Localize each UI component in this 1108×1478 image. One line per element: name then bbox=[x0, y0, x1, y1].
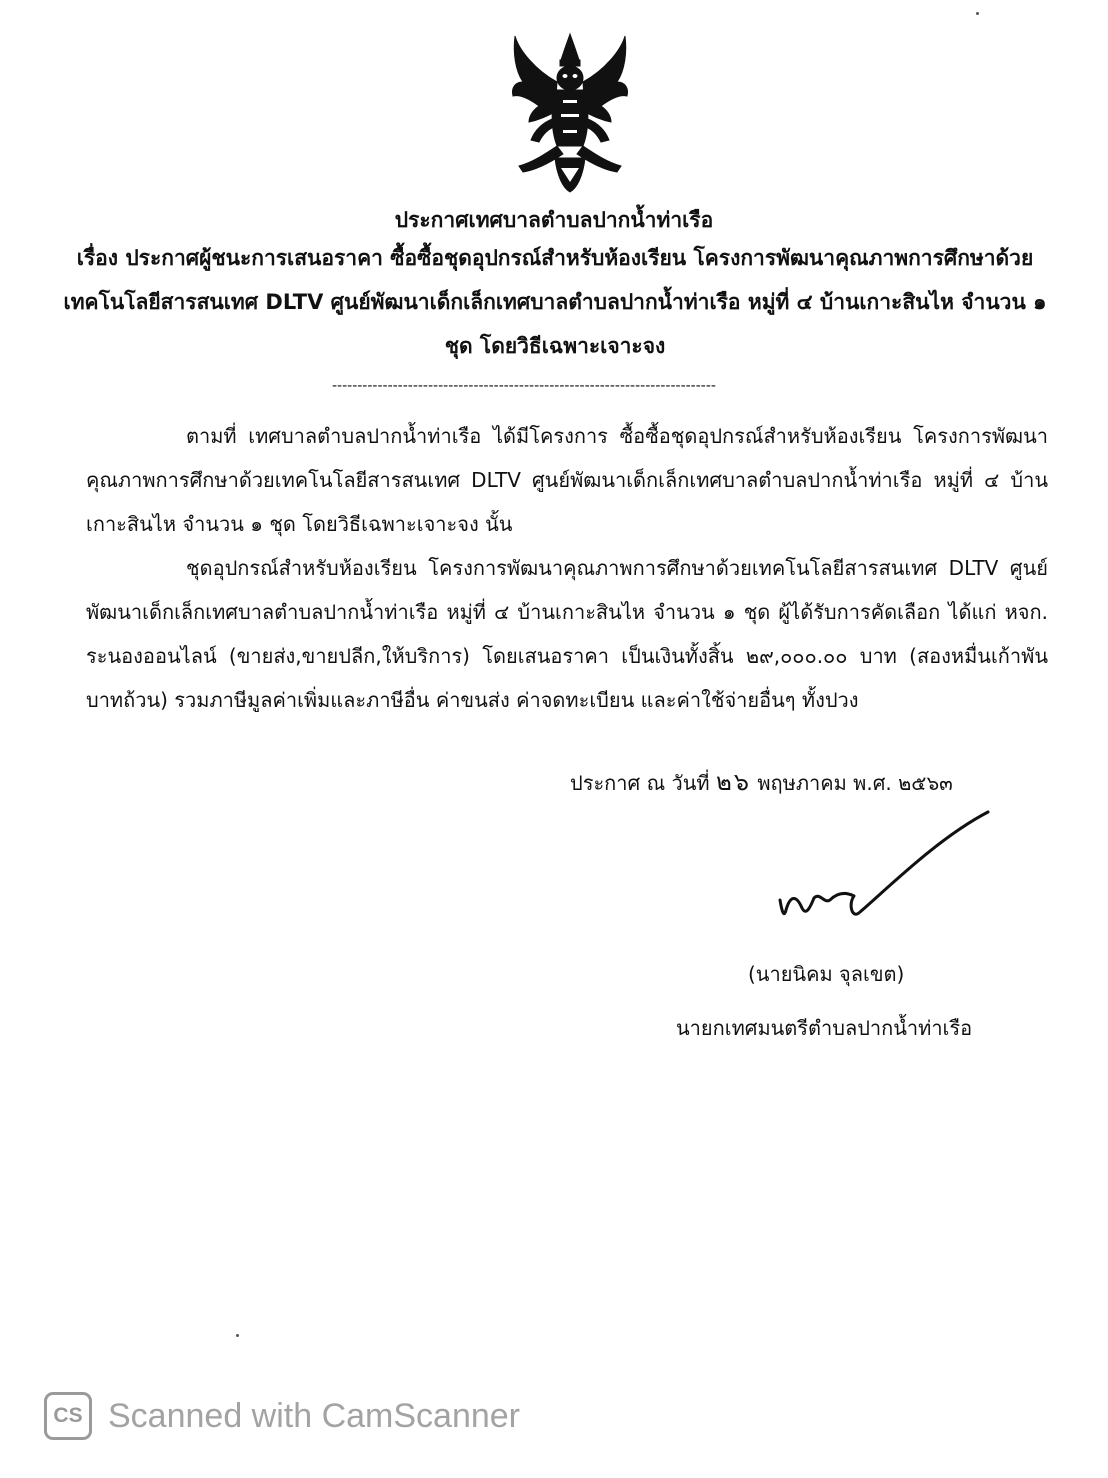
paragraph-winner bbox=[86, 546, 1048, 722]
signer-name: (นายนิคม จุลเขต) bbox=[748, 962, 905, 986]
watermark-text: Scanned with CamScanner bbox=[108, 1396, 521, 1435]
separator-line: ---------------------------------------------------------------------------- bbox=[332, 378, 716, 394]
date-month-year: พฤษภาคม พ.ศ. ๒๕๖๓ bbox=[757, 771, 953, 795]
date-prefix: ประกาศ ณ วันที่ bbox=[570, 771, 710, 795]
scan-speck bbox=[236, 1334, 239, 1337]
paragraph-intro bbox=[86, 414, 1048, 546]
handwritten-signature bbox=[768, 808, 998, 938]
announcement-title: ประกาศเทศบาลตำบลปากน้ำท่าเรือ bbox=[394, 208, 714, 232]
paragraph-winner-text: ชุดอุปกรณ์สำหรับห้องเรียน โครงการพัฒนาคุณภาพการศึกษาด้วยเทคโนโลยีสารสนเทศ DLTV ศูนย์พัฒนาเด็กเล็กเทศบาลตำบลปากน้ำท่าเรือ หมู่ที่ ๔ บ้านเกาะสินไห จำนวน ๑ ชุด ผู้ได้รับการคัดเลือก ได้แก่ หจก. ระนองออนไลน์ (ขายส่ง,ขายปลีก,ให้บริการ) โดยเสนอราคา เป็นเงินทั้งสิ้น ๒๙,๐๐๐.๐๐ บาท (สองหมื่นเก้าพันบาทถ้วน) รวมภาษีมูลค่าเพิ่มและภาษีอื่น ค่าขนส่ง ค่าจดทะเบียน และค่าใช้จ่ายอื่นๆ ทั้งปวง bbox=[86, 556, 1048, 712]
scan-speck bbox=[976, 12, 979, 15]
date-day: ๒๖ bbox=[715, 768, 751, 796]
camscanner-logo-icon: CS bbox=[44, 1392, 92, 1440]
paragraph-intro-text: ตามที่ เทศบาลตำบลปากน้ำท่าเรือ ได้มีโครงการ ซื้อซื้อชุดอุปกรณ์สำหรับห้องเรียน โครงการพัฒนาคุณภาพการศึกษาด้วยเทคโนโลยีสารสนเทศ DLTV ศูนย์พัฒนาเด็กเล็กเทศบาลตำบลปากน้ำท่าเรือ หมู่ที่ ๔ บ้านเกาะสินไห จำนวน ๑ ชุด โดยวิธีเฉพาะเจาะจง นั้น bbox=[86, 424, 1048, 536]
signer-position: นายกเทศมนตรีตำบลปากน้ำท่าเรือ bbox=[676, 1016, 973, 1040]
garuda-emblem-icon bbox=[505, 30, 635, 195]
announcement-date bbox=[570, 762, 953, 801]
camscanner-watermark bbox=[44, 1392, 520, 1440]
announcement-subject: เรื่อง ประกาศผู้ชนะการเสนอราคา ซื้อซื้อชุดอุปกรณ์สำหรับห้องเรียน โครงการพัฒนาคุณภาพการศึกษาด้วยเทคโนโลยีสารสนเทศ DLTV ศูนย์พัฒนาเด็กเล็กเทศบาลตำบลปากน้ำท่าเรือ หมู่ที่ ๔ บ้านเกาะสินไห จำนวน ๑ ชุด โดยวิธีเฉพาะเจาะจง bbox=[63, 246, 1047, 358]
